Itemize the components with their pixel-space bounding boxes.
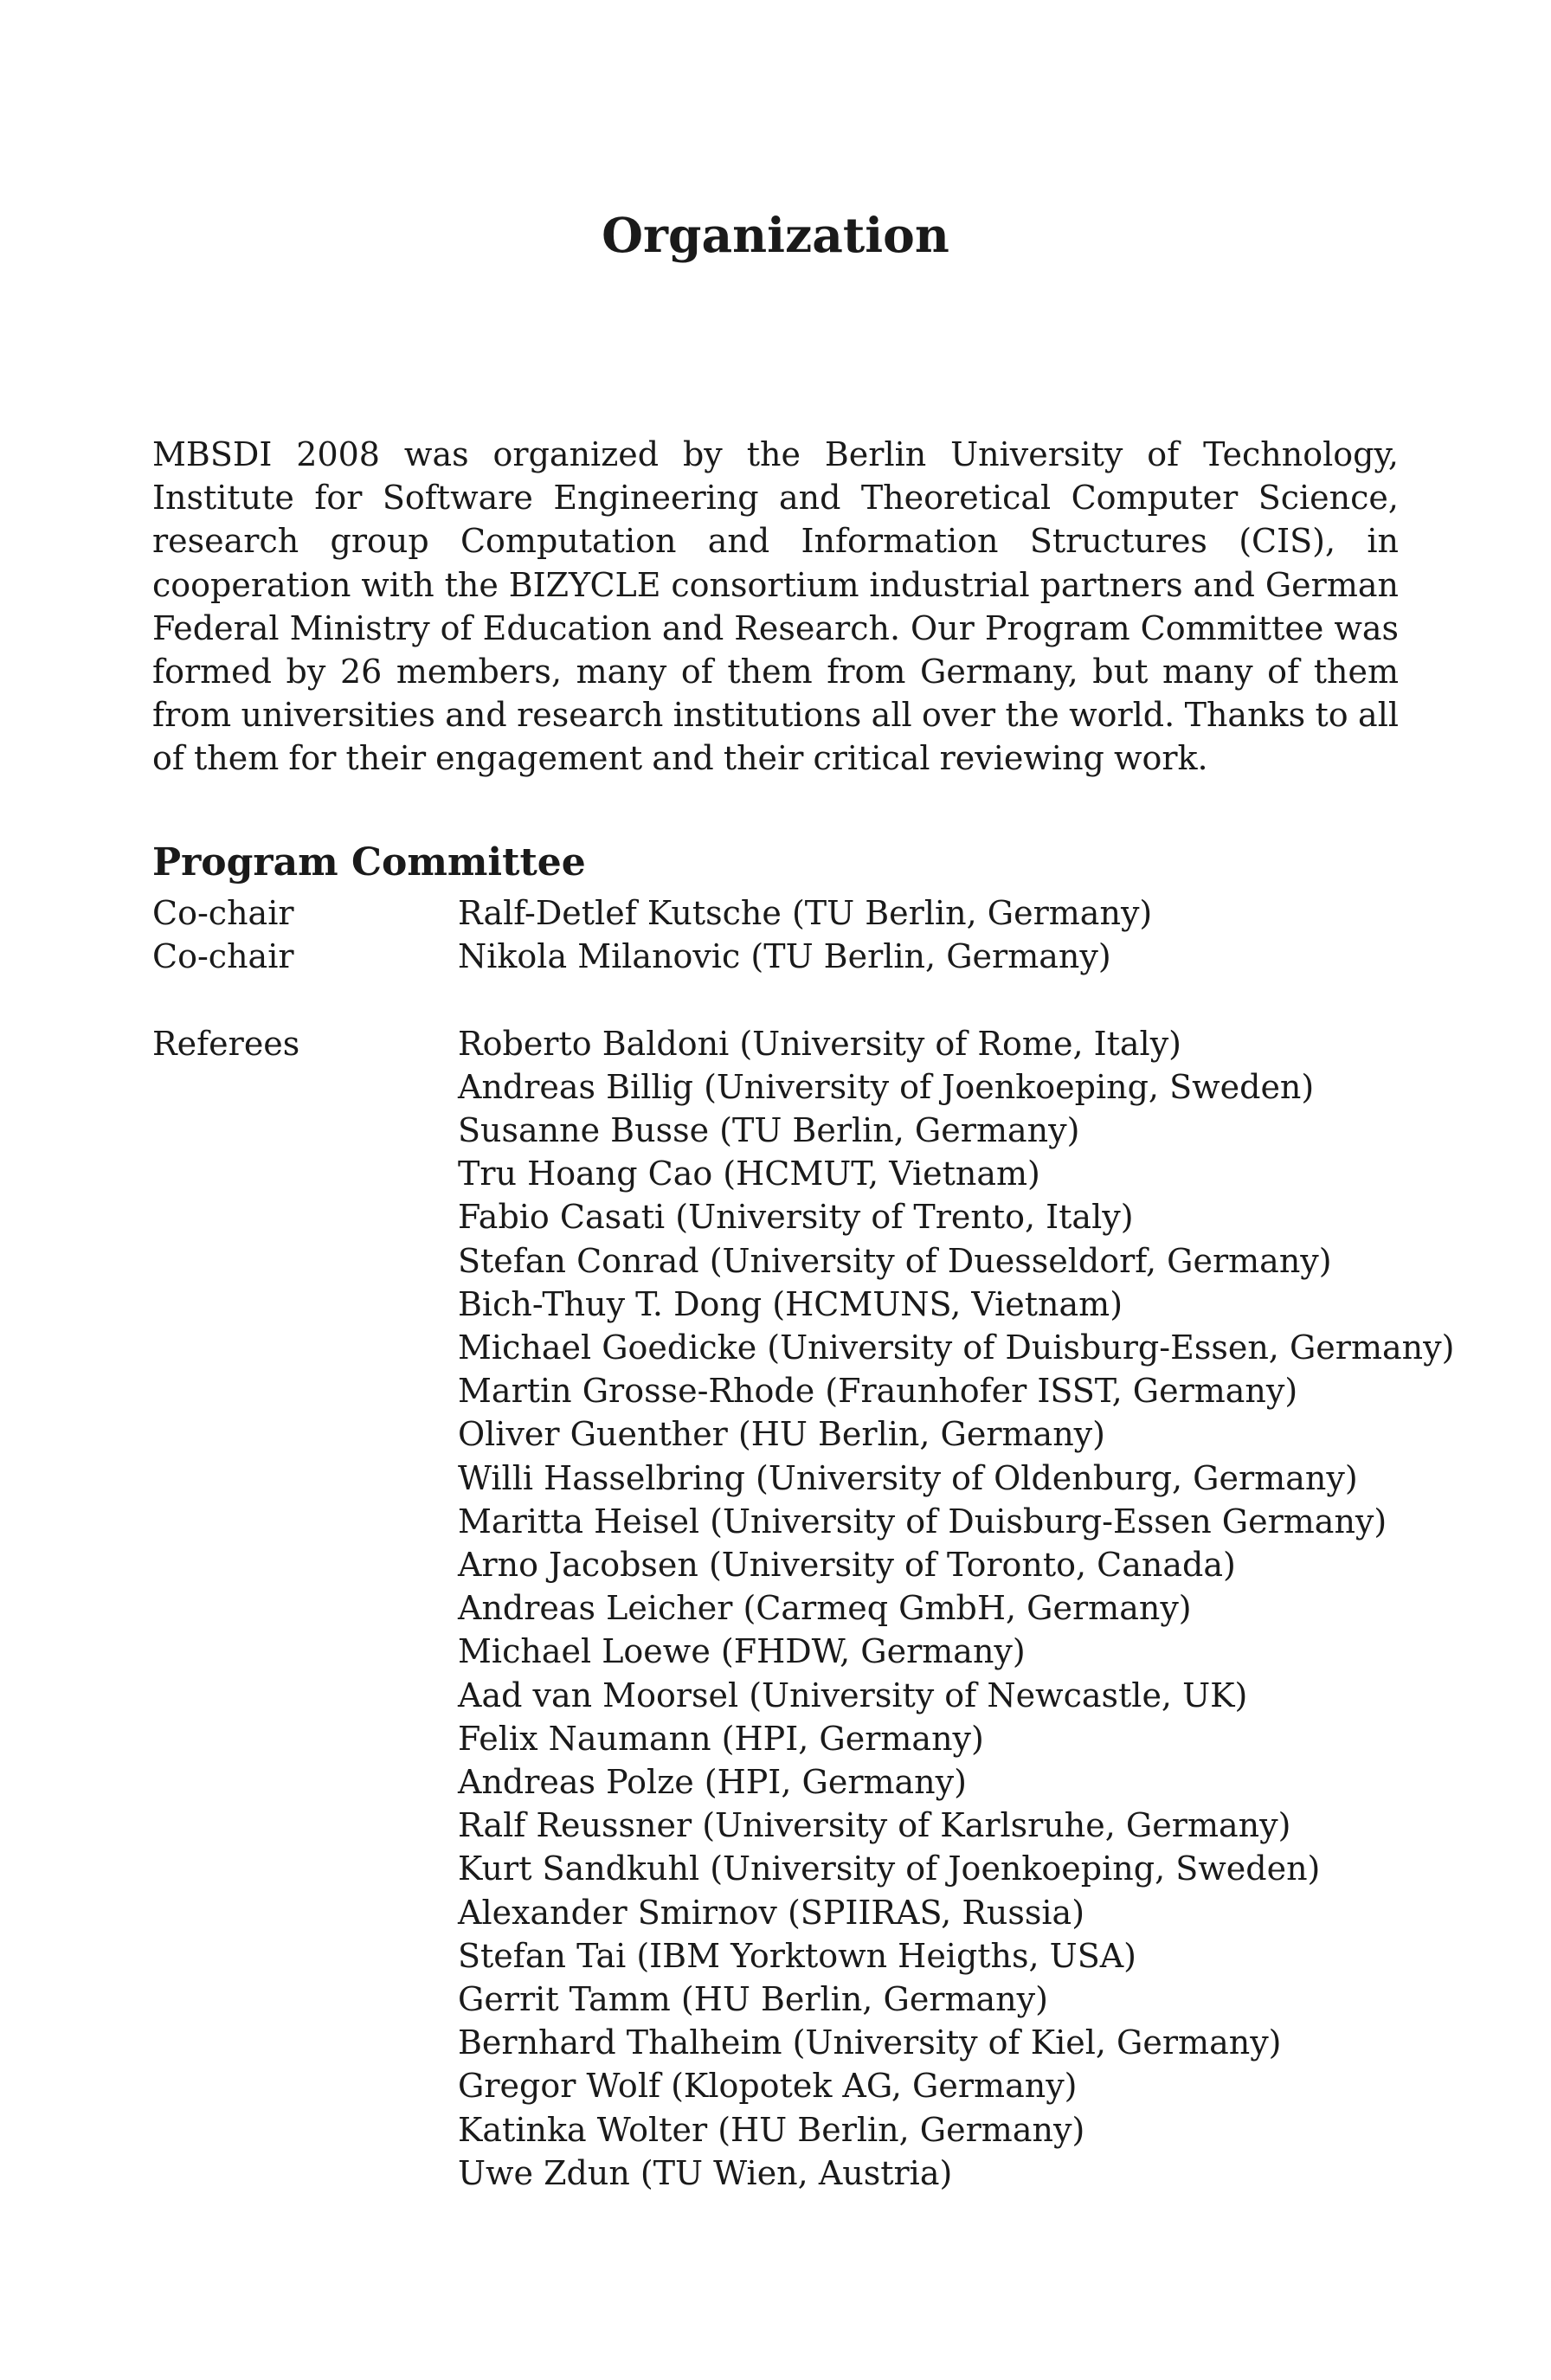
referee-row (152, 1195, 1399, 1238)
cochair-name: Nikola Milanovic (TU Berlin, Germany) (458, 937, 1111, 976)
referee-name: Ralf Reussner (University of Karlsruhe, Germany) (458, 1806, 1291, 1845)
cochair-name: Ralf-Detlef Kutsche (TU Berlin, Germany) (458, 894, 1153, 932)
referee-name: Tru Hoang Cao (HCMUT, Vietnam) (458, 1155, 1040, 1193)
referee-name: Fabio Casati (University of Trento, Italy) (458, 1198, 1134, 1237)
referee-row (152, 2152, 1399, 2195)
referee-name: Bich-Thuy T. Dong (HCMUNS, Vietnam) (458, 1284, 1123, 1323)
referee-name: Kurt Sandkuhl (University of Joenkoeping, Sweden) (458, 1849, 1321, 1888)
referee-name: Martin Grosse-Rhode (Fraunhofer ISST, Germany) (458, 1372, 1298, 1411)
referee-name: Andreas Billig (University of Joenkoeping, Sweden) (458, 1067, 1315, 1106)
referee-name: Michael Loewe (FHDW, Germany) (458, 1632, 1026, 1671)
referee-row (152, 2021, 1399, 2064)
referee-row (152, 1760, 1399, 1804)
referee-row (152, 1847, 1399, 1890)
referee-name: Katinka Wolter (HU Berlin, Germany) (458, 2110, 1085, 2149)
referee-row (152, 2064, 1399, 2107)
referee-row (152, 1978, 1399, 2021)
referee-row (152, 1500, 1399, 1543)
referee-name: Oliver Guenther (HU Berlin, Germany) (458, 1415, 1105, 1454)
referee-row (152, 1674, 1399, 1717)
referee-name: Willi Hasselbring (University of Oldenburg, Germany) (458, 1458, 1358, 1497)
referee-name: Felix Naumann (HPI, Germany) (458, 1719, 984, 1758)
page-title: Organization (602, 206, 949, 263)
referee-row (152, 1239, 1399, 1283)
referee-name: Andreas Leicher (Carmeq GmbH, Germany) (458, 1589, 1192, 1628)
referee-name: Gregor Wolf (Klopotek AG, Germany) (458, 2067, 1078, 2106)
referee-name: Stefan Conrad (University of Duesseldorf, Germany) (458, 1241, 1332, 1280)
referee-name: Arno Jacobsen (University of Toronto, Canada) (458, 1546, 1236, 1585)
referee-row (152, 1891, 1399, 1934)
referee-name: Gerrit Tamm (HU Berlin, Germany) (458, 1980, 1048, 2019)
referee-name: Stefan Tai (IBM Yorktown Heigths, USA) (458, 1936, 1137, 1975)
referee-row (152, 1934, 1399, 1978)
referee-name: Roberto Baldoni (University of Rome, Italy) (458, 1024, 1181, 1063)
referee-name: Andreas Polze (HPI, Germany) (458, 1763, 967, 1802)
referee-row (152, 1283, 1399, 1326)
referee-row (152, 1109, 1399, 1152)
referee-name: Uwe Zdun (TU Wien, Austria) (458, 2153, 953, 2192)
program-committee-list (152, 891, 1455, 2195)
referee-row (152, 1543, 1399, 1586)
referee-name: Susanne Busse (TU Berlin, Germany) (458, 1111, 1080, 1149)
referee-row (152, 1022, 1399, 1065)
referee-row (152, 1369, 1399, 1412)
referee-name: Aad van Moorsel (University of Newcastle, UK) (458, 1676, 1248, 1714)
referee-name: Bernhard Thalheim (University of Kiel, Germany) (458, 2023, 1282, 2062)
referee-row (152, 1457, 1399, 1500)
cochair-row (152, 891, 1399, 935)
referee-name: Michael Goedicke (University of Duisburg-Essen, Germany) (458, 1328, 1455, 1367)
cochair-row (152, 935, 1399, 978)
intro-paragraph: MBSDI 2008 was organized by the Berlin University of Technology, Institute for Software Engineering and Theoretical Computer Science, research group Computation and Information Structures (CIS), in cooperation with the BIZYCLE consortium industrial partners and German Federal Ministry of Education and Research. Our Program Committee was formed by 26 members, many of them from Germany, but many of them from universities and research institutions all over the world. Thanks to all of them for their engagement and their critical reviewing work. (152, 435, 1399, 778)
referee-row (152, 1152, 1399, 1195)
referee-row (152, 1717, 1399, 1760)
referee-row (152, 1630, 1399, 1673)
spacer (152, 978, 1399, 1021)
referee-row (152, 1412, 1399, 1456)
referee-row (152, 1326, 1455, 1369)
role-label: Co-chair (152, 937, 294, 976)
referees-label: Referees (152, 1024, 300, 1063)
program-committee-heading: Program Committee (152, 839, 586, 884)
referee-row (152, 1586, 1399, 1630)
referee-row (152, 1804, 1399, 1847)
referee-name: Maritta Heisel (University of Duisburg-Essen Germany) (458, 1502, 1387, 1541)
role-label: Co-chair (152, 894, 294, 932)
referee-row (152, 2108, 1399, 2152)
referee-row (152, 1065, 1399, 1109)
referee-name: Alexander Smirnov (SPIIRAS, Russia) (458, 1893, 1085, 1932)
